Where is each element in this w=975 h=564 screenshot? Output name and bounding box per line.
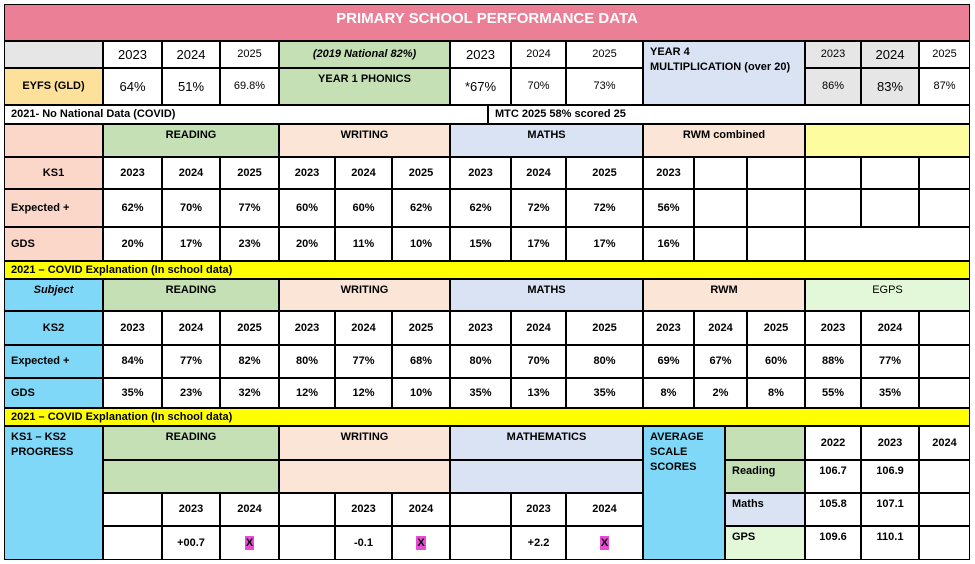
ks1-corner — [4, 124, 103, 157]
eyfs-label: EYFS (GLD) — [4, 68, 103, 105]
covid-banner-2: 2021 – COVID Explanation (In school data) — [4, 408, 970, 426]
ks1-gds: 16% — [643, 227, 694, 261]
ks1-gds: 20% — [279, 227, 335, 261]
progress-subject-reading: READING — [103, 426, 279, 460]
progress-spacer-maths — [450, 460, 643, 493]
ks2-year: 2024 — [694, 311, 747, 345]
covid-banner-1: 2021 – COVID Explanation (In school data) — [4, 261, 970, 279]
ks2-gds: 13% — [511, 378, 566, 408]
ks1-empty-cell — [694, 157, 747, 189]
ks1-gds: 15% — [450, 227, 511, 261]
ks1-expected: 62% — [450, 189, 511, 227]
avg-scale-line2: SCALE — [650, 445, 688, 458]
progress-year: 2023 — [162, 493, 220, 526]
phonics-value: 73% — [566, 68, 643, 105]
avg-corner — [725, 426, 805, 460]
progress-x-mark: X — [417, 536, 425, 549]
ks2-gds: 8% — [747, 378, 805, 408]
ks1-expected: 70% — [162, 189, 220, 227]
progress-empty-cell — [103, 526, 162, 560]
progress-label — [4, 426, 103, 560]
progress-empty-cell — [450, 493, 511, 526]
ks2-subject-egps: EGPS — [805, 279, 970, 311]
progress-value: +00.7 — [162, 526, 220, 560]
ks2-subject-rwm: RWM — [643, 279, 805, 311]
progress-x-mark: X — [245, 536, 254, 549]
ks2-gds: 32% — [220, 378, 279, 408]
ks2-gds: 8% — [643, 378, 694, 408]
ks2-expected: 77% — [335, 345, 392, 378]
ks2-expected: 84% — [103, 345, 162, 378]
ks1-gds: 10% — [392, 227, 450, 261]
avg-scale-line3: SCORES — [650, 460, 697, 473]
ks1-empty-cell — [919, 189, 970, 227]
ks2-year: 2023 — [805, 311, 861, 345]
ks1-gds: 11% — [335, 227, 392, 261]
ks2-year: 2025 — [392, 311, 450, 345]
progress-value-cell — [566, 526, 643, 560]
avg-empty-cell — [919, 526, 970, 560]
progress-value-cell — [392, 526, 450, 560]
ks2-year: 2025 — [220, 311, 279, 345]
phonics-value: 70% — [511, 68, 566, 105]
ks2-empty-cell — [919, 311, 970, 345]
ks2-expected: 77% — [861, 345, 919, 378]
ks1-year: 2024 — [335, 157, 392, 189]
avg-year: 2023 — [861, 426, 919, 460]
avg-empty-cell — [919, 493, 970, 526]
avg-value: 106.9 — [861, 460, 919, 493]
progress-empty-cell — [450, 526, 511, 560]
note-mtc: MTC 2025 58% scored 25 — [488, 105, 970, 124]
ks1-subject-maths: MATHS — [450, 124, 643, 157]
ks1-expected: 56% — [643, 189, 694, 227]
ks2-empty-cell — [919, 345, 970, 378]
avg-value: 109.6 — [805, 526, 861, 560]
ks2-year: 2024 — [335, 311, 392, 345]
ks1-empty-cell — [694, 227, 747, 261]
progress-subject-maths: MATHEMATICS — [450, 426, 643, 460]
ks1-year: 2025 — [220, 157, 279, 189]
ks2-subject-reading: READING — [103, 279, 279, 311]
ks1-subject-writing: WRITING — [279, 124, 450, 157]
progress-empty-cell — [103, 493, 162, 526]
mult-year: 2023 — [805, 41, 861, 68]
avg-value: 107.1 — [861, 493, 919, 526]
eyfs-year: 2023 — [103, 41, 162, 68]
ks2-expected: 70% — [511, 345, 566, 378]
ks2-expected: 82% — [220, 345, 279, 378]
ks1-empty-cell — [861, 189, 919, 227]
ks2-year: 2023 — [279, 311, 335, 345]
progress-label-line1: KS1 – KS2 — [11, 431, 67, 443]
ks2-gds: 12% — [335, 378, 392, 408]
ks1-year: 2024 — [162, 157, 220, 189]
ks2-gds: 35% — [450, 378, 511, 408]
ks2-year: 2023 — [450, 311, 511, 345]
ks1-year: 2024 — [511, 157, 566, 189]
ks1-gds: 20% — [103, 227, 162, 261]
ks2-empty-cell — [919, 378, 970, 408]
ks2-year: 2024 — [162, 311, 220, 345]
ks1-gds: 17% — [511, 227, 566, 261]
ks1-year: 2025 — [566, 157, 643, 189]
ks1-expected: 77% — [220, 189, 279, 227]
ks2-subject-label: Subject — [4, 279, 103, 311]
progress-year: 2024 — [392, 493, 450, 526]
phonics-value: *67% — [450, 68, 511, 105]
progress-spacer-reading — [103, 460, 279, 493]
eyfs-year: 2025 — [220, 41, 279, 68]
ks2-gds: 35% — [103, 378, 162, 408]
ks1-year: 2023 — [450, 157, 511, 189]
ks1-empty-cell — [694, 189, 747, 227]
ks2-expected: 77% — [162, 345, 220, 378]
ks1-year: 2023 — [643, 157, 694, 189]
ks2-year: 2024 — [861, 311, 919, 345]
ks2-expected: 88% — [805, 345, 861, 378]
ks1-row-label: KS1 — [4, 157, 103, 189]
ks1-empty-cell — [747, 227, 805, 261]
ks1-empty-cell — [805, 189, 861, 227]
avg-value: 110.1 — [861, 526, 919, 560]
eyfs-year: 2024 — [162, 41, 220, 68]
ks1-empty-cell — [805, 157, 861, 189]
ks2-gds: 2% — [694, 378, 747, 408]
ks1-expected: 60% — [335, 189, 392, 227]
ks1-subject-reading: READING — [103, 124, 279, 157]
avg-value: 105.8 — [805, 493, 861, 526]
avg-row-label: GPS — [725, 526, 805, 560]
ks2-subject-writing: WRITING — [279, 279, 450, 311]
ks1-extra-header — [805, 124, 970, 157]
mult-value: 87% — [919, 68, 970, 105]
mult-value: 86% — [805, 68, 861, 105]
ks1-expected: 60% — [279, 189, 335, 227]
eyfs-blank-header — [4, 41, 103, 68]
mult-value: 83% — [861, 68, 919, 105]
progress-empty-cell — [279, 526, 335, 560]
phonics-year: 2023 — [450, 41, 511, 68]
ks2-gds: 35% — [566, 378, 643, 408]
ks1-empty-cell — [919, 157, 970, 189]
ks1-empty-cell — [805, 227, 970, 261]
avg-row-label: Maths — [725, 493, 805, 526]
avg-row-label: Reading — [725, 460, 805, 493]
ks2-expected: 80% — [566, 345, 643, 378]
multiplication-label-line2: MULTIPLICATION (over 20) — [650, 60, 791, 73]
ks2-year: 2024 — [511, 311, 566, 345]
ks2-subject-maths: MATHS — [450, 279, 643, 311]
avg-scale-line1: AVERAGE — [650, 431, 704, 443]
progress-year: 2024 — [220, 493, 279, 526]
multiplication-label — [643, 41, 805, 105]
avg-scale-label — [643, 426, 725, 560]
ks1-gds: 17% — [566, 227, 643, 261]
ks2-expected: 60% — [747, 345, 805, 378]
ks2-gds: 35% — [861, 378, 919, 408]
ks1-gds-label: GDS — [4, 227, 103, 261]
ks2-gds: 10% — [392, 378, 450, 408]
ks1-gds: 23% — [220, 227, 279, 261]
phonics-year: 2024 — [511, 41, 566, 68]
avg-empty-cell — [919, 460, 970, 493]
ks2-gds: 55% — [805, 378, 861, 408]
ks1-expected: 62% — [103, 189, 162, 227]
ks2-year: 2023 — [643, 311, 694, 345]
progress-year: 2024 — [566, 493, 643, 526]
eyfs-value: 51% — [162, 68, 220, 105]
avg-year: 2022 — [805, 426, 861, 460]
ks2-expected-label: Expected + — [4, 345, 103, 378]
ks2-year: 2025 — [566, 311, 643, 345]
progress-spacer-writing — [279, 460, 450, 493]
progress-value: -0.1 — [335, 526, 392, 560]
ks2-expected: 69% — [643, 345, 694, 378]
ks1-empty-cell — [861, 157, 919, 189]
ks1-expected-label: Expected + — [4, 189, 103, 227]
mult-year: 2025 — [919, 41, 970, 68]
avg-value: 106.7 — [805, 460, 861, 493]
ks2-expected: 68% — [392, 345, 450, 378]
phonics-year: 2025 — [566, 41, 643, 68]
progress-label-line2: PROGRESS — [11, 445, 74, 458]
ks1-subject-rwm: RWM combined — [643, 124, 805, 157]
phonics-national: (2019 National 82%) — [279, 41, 450, 68]
ks1-expected: 72% — [566, 189, 643, 227]
ks2-gds: 23% — [162, 378, 220, 408]
ks2-year: 2023 — [103, 311, 162, 345]
ks2-year: 2025 — [747, 311, 805, 345]
ks1-year: 2023 — [103, 157, 162, 189]
progress-subject-writing: WRITING — [279, 426, 450, 460]
ks1-empty-cell — [747, 157, 805, 189]
ks2-expected: 80% — [450, 345, 511, 378]
ks2-gds-label: GDS — [4, 378, 103, 408]
page-title: PRIMARY SCHOOL PERFORMANCE DATA — [4, 4, 970, 41]
progress-value: +2.2 — [511, 526, 566, 560]
multiplication-label-line1: YEAR 4 — [650, 46, 690, 58]
progress-x-mark: X — [600, 536, 609, 549]
ks1-expected: 62% — [392, 189, 450, 227]
progress-value-cell — [220, 526, 279, 560]
progress-year: 2023 — [511, 493, 566, 526]
ks1-year: 2023 — [279, 157, 335, 189]
ks2-gds: 12% — [279, 378, 335, 408]
ks1-expected: 72% — [511, 189, 566, 227]
ks1-year: 2025 — [392, 157, 450, 189]
progress-empty-cell — [279, 493, 335, 526]
phonics-label: YEAR 1 PHONICS — [279, 68, 450, 105]
progress-year: 2023 — [335, 493, 392, 526]
ks2-row-label: KS2 — [4, 311, 103, 345]
ks2-expected: 67% — [694, 345, 747, 378]
eyfs-value: 69.8% — [220, 68, 279, 105]
note-covid: 2021- No National Data (COVID) — [4, 105, 488, 124]
mult-year: 2024 — [861, 41, 919, 68]
eyfs-value: 64% — [103, 68, 162, 105]
ks1-gds: 17% — [162, 227, 220, 261]
ks2-expected: 80% — [279, 345, 335, 378]
ks1-empty-cell — [747, 189, 805, 227]
avg-year: 2024 — [919, 426, 970, 460]
